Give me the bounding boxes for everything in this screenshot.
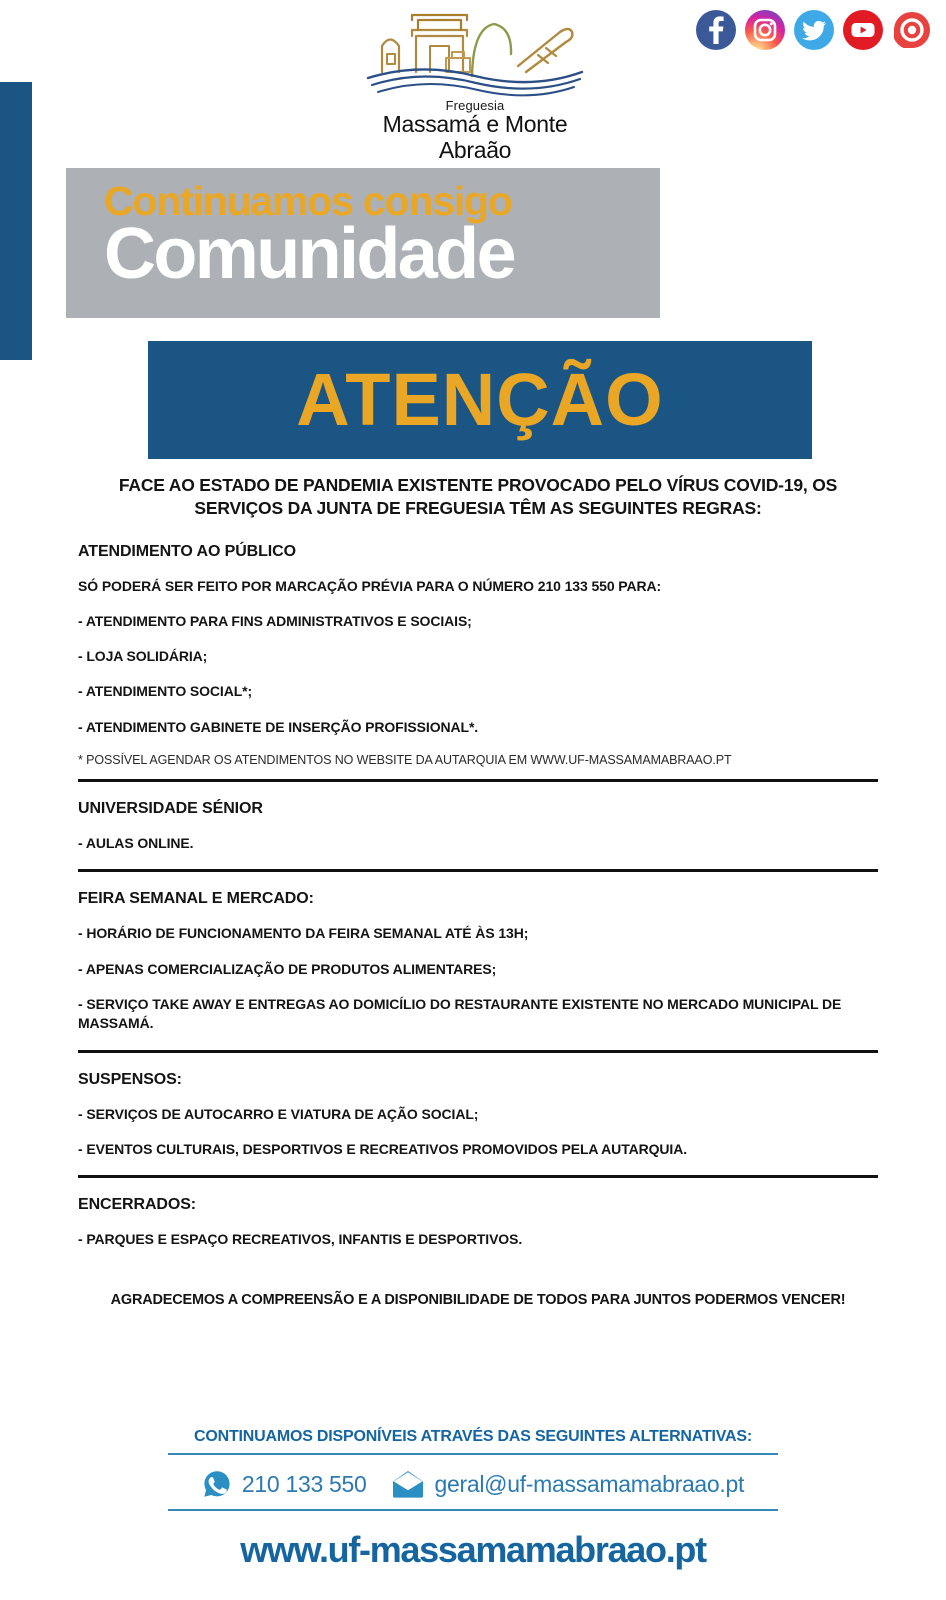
youtube-glyph [843,10,883,50]
section-footnote: * POSSÍVEL AGENDAR OS ATENDIMENTOS NO WEBSITE DA AUTARQUIA EM WWW.UF-MASSAMAMABRAAO.PT [78,753,732,768]
section-divider [78,1050,878,1053]
section-heading: SUSPENSOS: [78,1070,182,1088]
website-url[interactable]: www.uf-massamamabraao.pt [240,1529,706,1570]
attention-banner [148,341,812,459]
section-line: - AULAS ONLINE. [78,835,194,852]
section-line: - SERVIÇO TAKE AWAY E ENTREGAS AO DOMICÍLIO DO RESTAURANTE EXISTENTE NO MERCADO MUNICIPAL DE MASSAMÁ. [78,996,842,1032]
section-line: - APENAS COMERCIALIZAÇÃO DE PRODUTOS ALIMENTARES; [78,960,497,977]
section-heading: FEIRA SEMANAL E MERCADO: [78,890,314,908]
section-heading: ATENDIMENTO AO PÚBLICO [78,542,296,560]
social-links [696,10,932,50]
section-universidade-senior [78,800,878,853]
flickr-glyph [892,10,932,50]
footer-divider-top [168,1453,778,1455]
logo-title: Massamá e Monte Abraão [382,111,568,163]
section-heading: UNIVERSIDADE SÉNIOR [78,800,263,818]
footer-contacts [168,1464,778,1509]
freguesia-crest-icon [360,6,590,98]
phone-number: 210 133 550 [241,1470,367,1497]
instagram-icon[interactable] [745,10,785,50]
section-line: - HORÁRIO DE FUNCIONAMENTO DA FEIRA SEMANAL ATÉ ÀS 13H; [78,925,529,942]
banner-headline: Comunidade [104,214,515,295]
email-address: geral@uf-massamamabraao.pt [434,1470,745,1497]
section-line: - SERVIÇOS DE AUTOCARRO E VIATURA DE AÇÃO SOCIAL; [78,1105,479,1122]
facebook-glyph [696,10,736,50]
phone-contact[interactable] [202,1469,367,1499]
section-line: - LOJA SOLIDÁRIA; [78,648,208,665]
section-divider [78,1175,878,1178]
section-divider [78,869,878,872]
section-encerrados [78,1196,878,1249]
attention-title: ATENÇÃO [296,358,664,441]
thanks-message: AGRADECEMOS A COMPREENSÃO E A DISPONIBILIDADE DE TODOS PARA JUNTOS PODERMOS VENCER! [110,1291,846,1308]
section-atendimento-ao-publico [78,543,878,768]
instagram-glyph [745,10,785,50]
footer-title: CONTINUAMOS DISPONÍVEIS ATRAVÉS DAS SEGUINTES ALTERNATIVAS: [193,1428,752,1445]
footer-divider-bottom [168,1509,778,1511]
organization-logo [360,6,590,163]
twitter-glyph [794,10,834,50]
poster-body [78,474,878,1308]
banner-tagline: Continuamos consigo [104,178,512,224]
twitter-icon[interactable] [794,10,834,50]
section-line: - EVENTOS CULTURAIS, DESPORTIVOS E RECREATIVOS PROMOVIDOS PELA AUTARQUIA. [78,1140,688,1157]
poster-footer [168,1428,778,1571]
email-contact[interactable] [391,1470,745,1498]
section-divider [78,779,878,782]
campaign-banner [66,168,660,318]
section-line: SÓ PODERÁ SER FEITO POR MARCAÇÃO PRÉVIA PARA O NÚMERO 210 133 550 PARA: [78,577,662,594]
section-heading: ENCERRADOS: [78,1196,197,1214]
envelope-icon [391,1470,425,1498]
logo-subtitle: Freguesia [445,98,505,113]
youtube-icon[interactable] [843,10,883,50]
left-accent-bar [0,82,32,360]
facebook-icon[interactable] [696,10,736,50]
flickr-icon[interactable] [892,10,932,50]
section-suspensos [78,1071,878,1160]
section-feira-semanal-e-mercado [78,890,878,1033]
section-line: - ATENDIMENTO PARA FINS ADMINISTRATIVOS E SOCIAIS; [78,612,472,629]
section-line: - PARQUES E ESPAÇO RECREATIVOS, INFANTIS E DESPORTIVOS. [78,1231,523,1248]
whatsapp-phone-icon [202,1469,232,1499]
section-line: - ATENDIMENTO SOCIAL*; [78,683,253,700]
lead-paragraph: FACE AO ESTADO DE PANDEMIA EXISTENTE PROVOCADO PELO VÍRUS COVID-19, OS SERVIÇOS DA JUNTA DE FREGUESIA TÊM AS SEGUINTES REGRAS: [118,475,838,519]
section-line: - ATENDIMENTO GABINETE DE INSERÇÃO PROFISSIONAL*. [78,718,479,735]
